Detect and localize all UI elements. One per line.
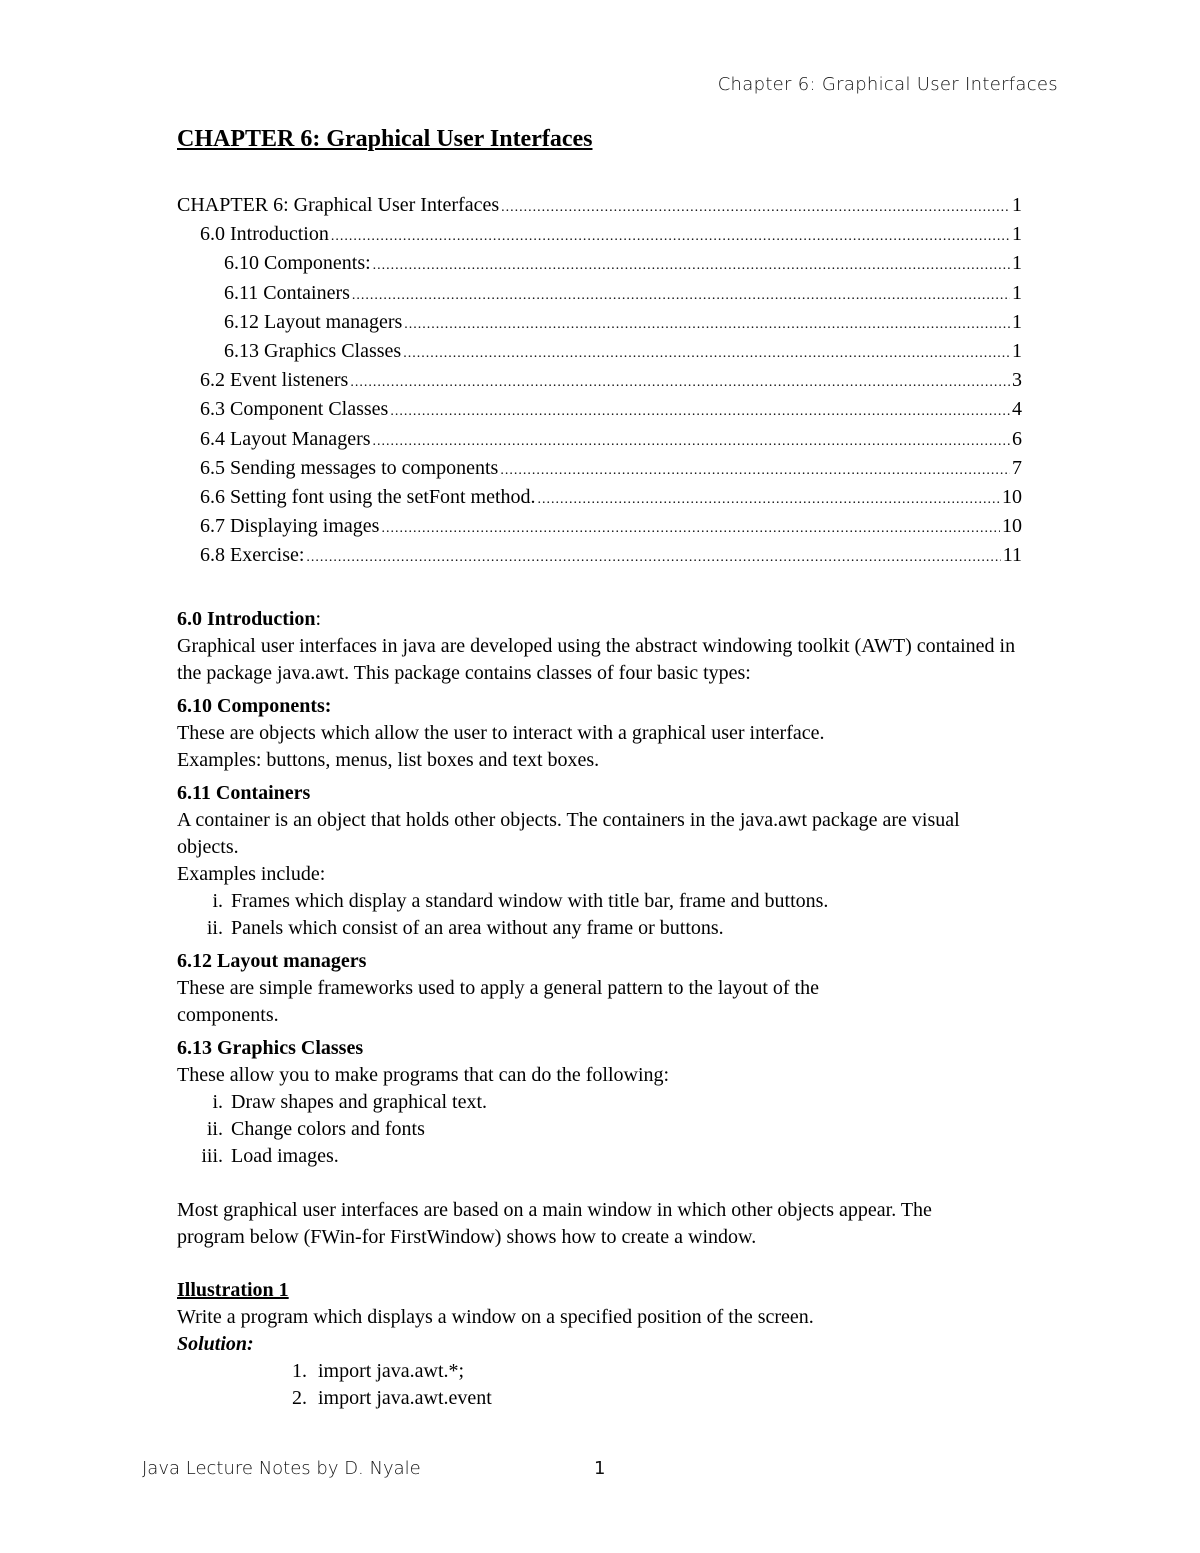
toc-entry-label: 6.4 Layout Managers xyxy=(200,427,371,450)
containers-list xyxy=(177,888,1022,942)
components-text: These are objects which allow the user to interact with a graphical user interface. xyxy=(177,721,825,744)
toc-entry[interactable] xyxy=(177,221,1022,250)
toc-entry[interactable] xyxy=(177,455,1022,484)
toc-entry-label: 6.0 Introduction xyxy=(200,223,329,246)
components-examples: Examples: buttons, menus, list boxes and text boxes. xyxy=(177,748,600,771)
toc-entry-page: 4 xyxy=(1012,398,1022,421)
layout-text: These are simple frameworks used to apply a general pattern to the layout of the components. xyxy=(177,976,819,1026)
chapter-title: CHAPTER 6: Graphical User Interfaces xyxy=(177,126,593,152)
toc-entry[interactable] xyxy=(177,192,1022,221)
toc-entry-label: 6.11 Containers xyxy=(224,281,350,304)
toc-entry-label: 6.10 Components: xyxy=(224,252,371,275)
solution-label: Solution: xyxy=(177,1332,254,1355)
containers-examples-label: Examples include: xyxy=(177,862,326,885)
toc-entry-page: 1 xyxy=(1012,281,1022,304)
toc-entry[interactable] xyxy=(177,396,1022,425)
footer-author: Java Lecture Notes by D. Nyale xyxy=(142,1458,421,1479)
page-content xyxy=(177,122,1022,1412)
list-item: i. Draw shapes and graphical text. xyxy=(212,1090,488,1113)
toc-entry[interactable] xyxy=(177,250,1022,279)
toc-entry[interactable] xyxy=(177,338,1022,367)
toc-entry[interactable] xyxy=(177,367,1022,396)
chapter-body xyxy=(177,606,1022,1412)
section-heading: 6.11 Containers xyxy=(177,781,311,804)
toc-entry-page: 1 xyxy=(1012,194,1022,216)
list-item: iii. Load images. xyxy=(201,1144,339,1167)
toc-entry[interactable] xyxy=(177,426,1022,455)
toc-entry[interactable] xyxy=(177,309,1022,338)
toc-entry-label: 6.13 Graphics Classes xyxy=(224,340,402,363)
illustration-heading: Illustration 1 xyxy=(177,1278,289,1301)
illustration-task: Write a program which displays a window on a specified position of the screen. xyxy=(177,1305,814,1328)
toc-entry-label: 6.5 Sending messages to components xyxy=(200,456,499,479)
graphics-text: These allow you to make programs that can do the following: xyxy=(177,1063,670,1086)
list-item: i. Frames which display a standard window with title bar, frame and buttons. xyxy=(212,889,829,912)
toc-entry-page: 11 xyxy=(1002,544,1022,567)
toc-entry-label: 6.6 Setting font using the setFont method. xyxy=(200,486,536,509)
toc-entry-page: 1 xyxy=(1012,223,1022,246)
toc-entry[interactable] xyxy=(177,513,1022,542)
code-line: 2. import java.awt.event xyxy=(292,1386,492,1409)
toc-entry-page: 10 xyxy=(1002,486,1022,509)
toc-entry-label: 6.2 Event listeners xyxy=(200,369,349,392)
window-paragraph: Most graphical user interfaces are based on a main window in which other objects appear. The program below (FWin-for FirstWindow) shows how to create a window. xyxy=(177,1198,932,1248)
toc-entry[interactable] xyxy=(177,484,1022,513)
section-heading: 6.12 Layout managers xyxy=(177,949,367,972)
intro-paragraph: Graphical user interfaces in java are developed using the abstract windowing toolkit (AWT) contained in the package java.awt. This package contains classes of four basic types: xyxy=(177,634,1016,684)
table-of-contents xyxy=(177,192,1022,572)
toc-entry-label: 6.12 Layout managers xyxy=(224,310,403,333)
containers-text: A container is an object that holds other objects. The containers in the java.awt package are visual objects. xyxy=(177,808,960,858)
running-header: Chapter 6: Graphical User Interfaces xyxy=(717,74,1058,95)
toc-entry-page: 1 xyxy=(1012,310,1022,333)
graphics-list xyxy=(177,1089,1022,1170)
toc-entry-page: 7 xyxy=(1012,456,1022,479)
toc-entry-page: 10 xyxy=(1002,515,1022,538)
toc-entry[interactable] xyxy=(177,542,1022,571)
section-heading: 6.10 Components: xyxy=(177,694,332,717)
list-item: ii. Panels which consist of an area without any frame or buttons. xyxy=(206,916,724,939)
code-line: 1. import java.awt.*; xyxy=(292,1359,465,1382)
toc-entry-page: 6 xyxy=(1012,427,1022,450)
section-heading: 6.13 Graphics Classes xyxy=(177,1036,364,1059)
toc-entry-label: 6.3 Component Classes xyxy=(200,398,389,421)
toc-entry[interactable] xyxy=(177,280,1022,309)
list-item: ii. Change colors and fonts xyxy=(206,1117,425,1140)
code-listing xyxy=(177,1358,1022,1412)
toc-entry-label: 6.8 Exercise: xyxy=(200,544,305,567)
toc-entry-page: 3 xyxy=(1012,369,1022,392)
page-number: 1 xyxy=(594,1458,606,1479)
toc-entry-label: CHAPTER 6: Graphical User Interfaces xyxy=(177,194,500,216)
toc-entry-page: 1 xyxy=(1012,252,1022,275)
toc-entry-page: 1 xyxy=(1012,340,1022,363)
toc-entry-label: 6.7 Displaying images xyxy=(200,515,380,538)
section-heading: 6.0 Introduction: xyxy=(177,607,322,630)
